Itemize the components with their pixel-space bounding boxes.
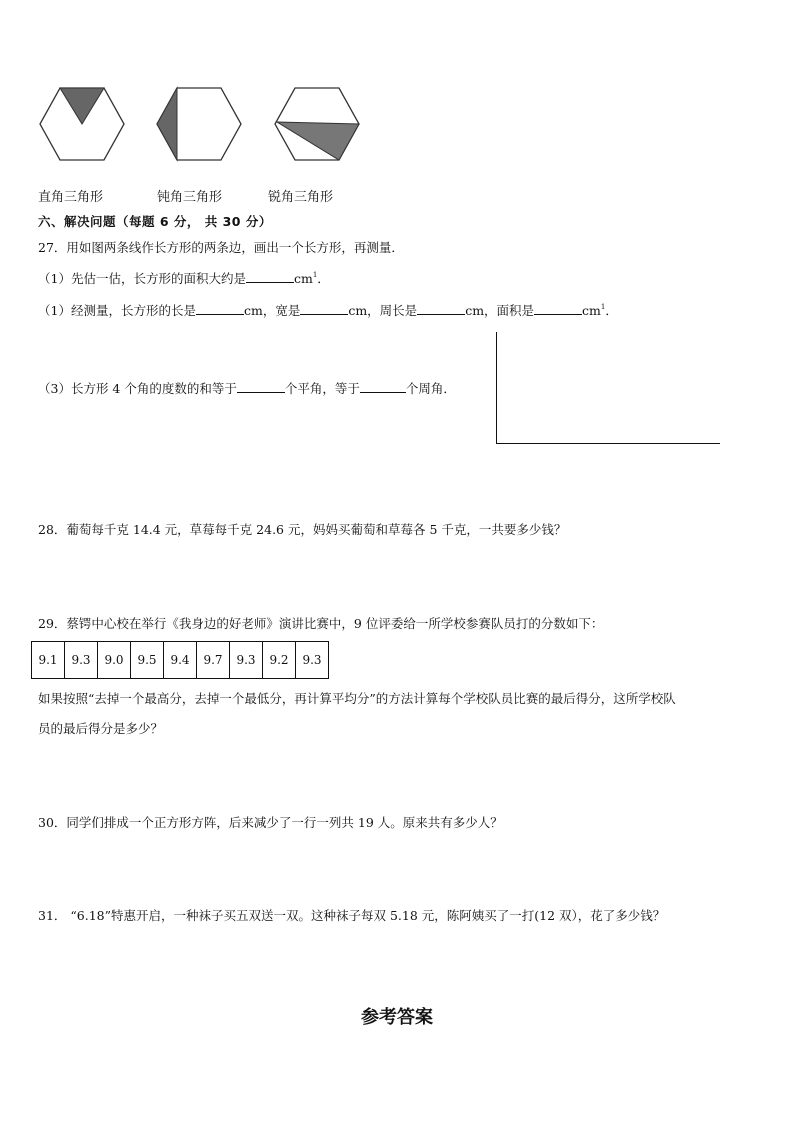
q27-part2 [38, 301, 618, 319]
q27-part3-b: 个平角，等于 [284, 381, 360, 396]
q27-part2-d: cm，面积是 [465, 303, 535, 318]
answer-blank-width[interactable] [300, 302, 348, 315]
answer-blank-full-angles[interactable] [360, 380, 406, 393]
answer-blank[interactable] [246, 270, 294, 283]
answer-blank-straight-angles[interactable] [237, 380, 285, 393]
q29-line1: 如果按照“去掉一个最高分，去掉一个最低分，再计算平均分”的方法计算每个学校队员比赛的最后得分，这所学校队 [38, 691, 676, 706]
figure-label-obtuse: 钝角三角形 [157, 190, 223, 205]
answer-blank-length[interactable] [196, 302, 244, 315]
q27-part2-b: cm，宽是 [243, 303, 301, 318]
score-table [31, 641, 329, 679]
score-cell: 9.3 [296, 642, 329, 679]
score-cell: 9.4 [164, 642, 197, 679]
q27-part1-text: （1）先估一估，长方形的面积大约是 [38, 271, 246, 286]
q27-part2-e: cm [582, 303, 601, 318]
hexagon-figure-acute-triangle [273, 86, 361, 162]
score-cell: 9.5 [131, 642, 164, 679]
figure-label-right: 直角三角形 [38, 190, 104, 205]
unit-cm: cm [293, 271, 313, 286]
figure-label-acute: 锐角三角形 [268, 190, 334, 205]
score-cell: 9.0 [98, 642, 131, 679]
answer-blank-area[interactable] [534, 302, 582, 315]
score-cell: 9.2 [263, 642, 296, 679]
q31-text: 31． “6.18”特惠开启，一种袜子买五双送一双。这种袜子每双 5.18 元，陈阿姨买了一打(12 双），花了多少钱？ [38, 908, 666, 923]
answer-blank-perimeter[interactable] [417, 302, 465, 315]
score-cell: 9.3 [65, 642, 98, 679]
q29-stem: 29．蔡锷中心校在举行《我身边的好老师》演讲比赛中，9 位评委给一所学校参赛队员打的分数如下： [38, 616, 604, 631]
hexagon-figure-obtuse-triangle [155, 86, 243, 162]
q28-text: 28．葡萄每千克 14.4 元，草莓每千克 24.6 元，妈妈买葡萄和草莓各 5 千克，一共要多少钱？ [38, 522, 567, 537]
score-cell: 9.7 [197, 642, 230, 679]
q27-part1 [38, 269, 330, 287]
q27-part3-c: 个周角． [405, 381, 456, 396]
q27-stem: 27．用如图两条线作长方形的两条边，画出一个长方形，再测量． [38, 240, 404, 255]
q27-part3 [38, 379, 456, 397]
period: ． [605, 303, 618, 318]
q27-part2-c: cm，周长是 [348, 303, 418, 318]
unit-sup: 1 [312, 271, 318, 279]
period: ． [317, 271, 330, 286]
q27-part2-a: （1）经测量，长方形的长是 [38, 303, 196, 318]
rectangle-two-sides-figure [496, 332, 720, 444]
score-cell: 9.1 [32, 642, 65, 679]
hexagon-figure-right-triangle [38, 86, 126, 162]
table-row [32, 642, 329, 679]
section-heading: 六、解决问题（每题 6 分， 共 30 分） [38, 214, 272, 229]
answers-title: 参考答案 [361, 1007, 433, 1028]
q27-part3-a: （3）长方形 4 个角的度数的和等于 [38, 381, 237, 396]
score-cell: 9.3 [230, 642, 263, 679]
q29-line2: 员的最后得分是多少？ [38, 721, 164, 736]
q30-text: 30．同学们排成一个正方形方阵，后来减少了一行一列共 19 人。原来共有多少人？ [38, 815, 503, 830]
unit-sup: 1 [600, 303, 606, 311]
